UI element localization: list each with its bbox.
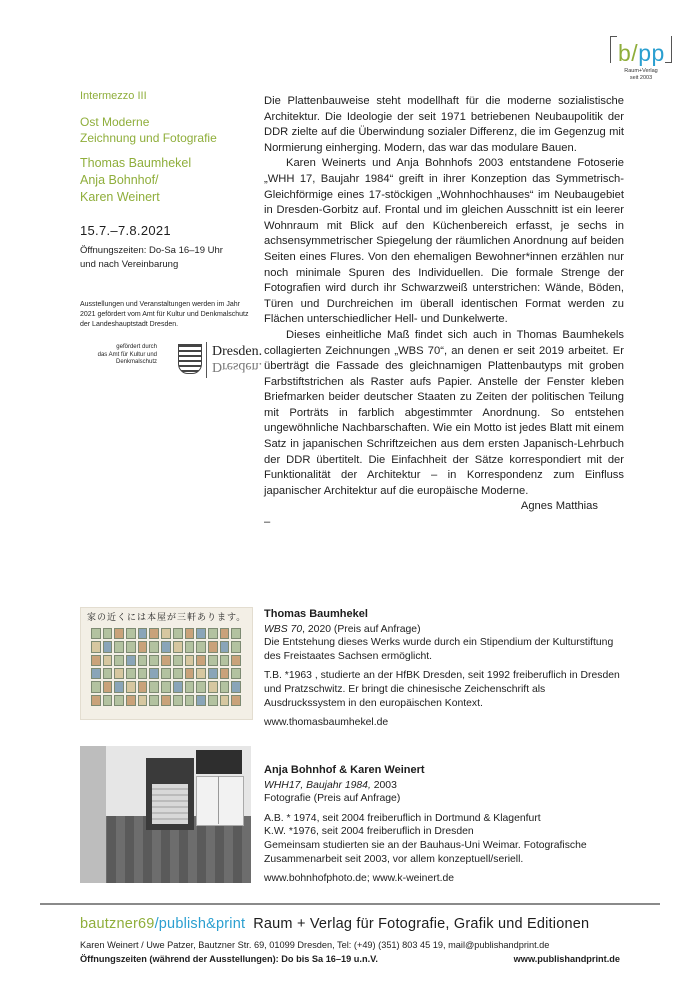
artist-bio: T.B. *1963 , studierte an der HfBK Dresden, seit 1992 freiberuflich in Dresden und Pratzschwitz. Er bringt die chinesische Zeichenschrift als Ausdruckssystem in den europäischen Kontext. [264, 670, 620, 709]
work-note: Fotografie (Preis auf Anfrage) [264, 793, 401, 805]
logo-mark: b/pp [618, 40, 665, 66]
artwork-japanese-caption: 家の近くには本屋が三軒あります。 [87, 612, 247, 622]
exhibition-info-column [80, 90, 263, 384]
dresden-crest-icon [178, 344, 202, 374]
logo-bracket-left [610, 36, 617, 63]
artist-name: Anja Bohnhof & Karen Weinert [264, 764, 425, 776]
essay-paragraph: Karen Weinerts und Anja Bohnhofs 2003 entstandene Fotoserie „WHH 17, Baujahr 1984“ greift in ihrer Konzeption das Symmetrisch-Gleichförmige eines 17-stöckigen „Wohnhochhauses“ im Neubaugebiet in Dresden-Gorbitz auf. Frontal und im gleichen Ausschnitt ist ein leerer Wohnraum mit Blick auf den Küchenbereich erfasst, je sechs in achsensymmetrischer Spiegelung der räumlichen Anordnung auf beiden Seiten eines Flures. Von den ehemaligen Bewohner*innen erzählen nur noch minimale Spuren des Individuellen. Die formale Strenge der Fotografien wird durch ihr Schwarzweiß unterstrichen: Wände, Böden, Türen und Durchreichen im überall identischen Format werden zu Flächen unterschiedlicher Hell- und Dunkelwerte. [264, 157, 624, 326]
dresden-wordmark: Dresden. [212, 344, 263, 359]
work-title: WHH17, Baujahr 1984, 2003 [264, 779, 397, 791]
funding-note: Ausstellungen und Veranstaltungen werden im Jahr 2021 gefördert vom Amt für Kultur und Denkmalschutz der Landeshauptstadt Dresden. [80, 301, 249, 328]
sponsor-divider [206, 342, 207, 378]
artist-website-link[interactable]: www.bohnhofphoto.de; www.k-weinert.de [264, 873, 455, 885]
footer-hours: Öffnungszeiten (während der Ausstellungen): Do bis Sa 16–19 u.n.V. [80, 954, 378, 964]
publisher-logo [610, 34, 672, 88]
essay-author: Agnes Matthias [520, 500, 598, 513]
exhibition-title: Ost Moderne Zeichnung und Fotografie [80, 115, 217, 145]
logo-caption: Raum+Verlag seit 2003 [624, 68, 658, 81]
dresden-wordmark-mirror: Dresden. [212, 359, 263, 374]
section-label: Intermezzo III [80, 90, 147, 102]
opening-hours: Öffnungszeiten: Do-Sa 16–19 Uhr und nach Vereinbarung [80, 245, 223, 270]
footer [80, 916, 620, 966]
exhibition-dates: 15.7.–7.8.2021 [80, 223, 171, 238]
footer-tagline: Raum + Verlag für Fotografie, Grafik und Editionen [253, 916, 590, 932]
artist-bio-joint: Gemeinsam studierten sie an der Bauhaus-Uni Weimar. Fotografische Zusammenarbeit seit 2003, vor allem konzeptuell/seriell. [264, 839, 587, 865]
footer-address: Karen Weinert / Uwe Patzer, Bautzner Str. 69, 01099 Dresden, Tel: (+49) (351) 803 45 19, mail@publishandprint.de [80, 940, 550, 950]
footer-hours-row [80, 952, 620, 966]
artist-bio-kw: K.W. *1976, seit 2004 freiberuflich in Dresden [264, 826, 474, 838]
artist-info-bohnhof-weinert [264, 764, 624, 886]
artist-website-link[interactable]: www.thomasbaumhekel.de [264, 717, 389, 729]
essay-text [264, 94, 624, 531]
logo-bracket-right [665, 36, 672, 63]
essay-paragraph: Die Plattenbauweise steht modellhaft für die moderne sozialistische Architektur. Die Ideologie der seit 1971 betriebenen Neubaupolitik der DDR zielte auf die Überwindung sozialer Differenz, die im Gegenzug mit Normierung einherging. Modern, das war das modulare Bauen. [264, 95, 624, 154]
sponsor-text: gefördert durch das Amt für Kultur und Denkmalschutz [97, 344, 157, 365]
artwork-image-wbs70 [80, 607, 253, 720]
essay-paragraph: Dieses einheitliche Maß findet sich auch in Thomas Baumhekels collagierten Zeichnungen „WBS 70“, an denen er seit 2019 arbeitet. Er überträgt die Fassade des gleichnamigen Plattenbautyps mit groben Farbstiftstrichen als Raster aufs Papier. Anstelle der Fenster kleben Briefmarken beider deutscher Staaten zu Zeiten der politischen Teilung mit Porträts in farblich abgestimmter Anordnung. So entstehen ungewöhnliche Nachbarschaften. Wie ein Motto ist jedes Blatt mit einem Satz in japanischen Schriftzeichen aus dem ersten Japanisch-Lehrbuch der DDR übertitelt. Die Einfachheit der Sätze korrespondiert mit der Funktionalität der Architektur – in Korrespondenz zum Einfluss japanischer Architektur auf die europäische Moderne. [264, 328, 624, 497]
work-title: WBS 70, 2020 (Preis auf Anfrage) [264, 623, 421, 635]
artist-name: Thomas Baumhekel [264, 608, 368, 620]
footer-website-link[interactable]: www.publishandprint.de [513, 954, 620, 964]
footer-divider [40, 903, 660, 905]
footer-brand: bautzner69/publish&print Raum + Verlag für Fotografie, Grafik und Editionen [80, 916, 590, 932]
artwork-photo-whh17 [80, 746, 251, 883]
essay-dash: – [264, 516, 271, 529]
artist-names: Thomas Baumhekel Anja Bohnhof/ Karen Weinert [80, 156, 192, 204]
artist-bio-ab: A.B. * 1974, seit 2004 freiberuflich in Dortmund & Klagenfurt [264, 812, 541, 824]
artist-info-baumhekel [264, 608, 624, 730]
sponsor-logo [80, 344, 263, 384]
stamp-grid [91, 628, 241, 706]
work-note: Die Entstehung dieses Werks wurde durch ein Stipendium der Kulturstiftung des Freistaates Sachsen ermöglicht. [264, 637, 614, 662]
